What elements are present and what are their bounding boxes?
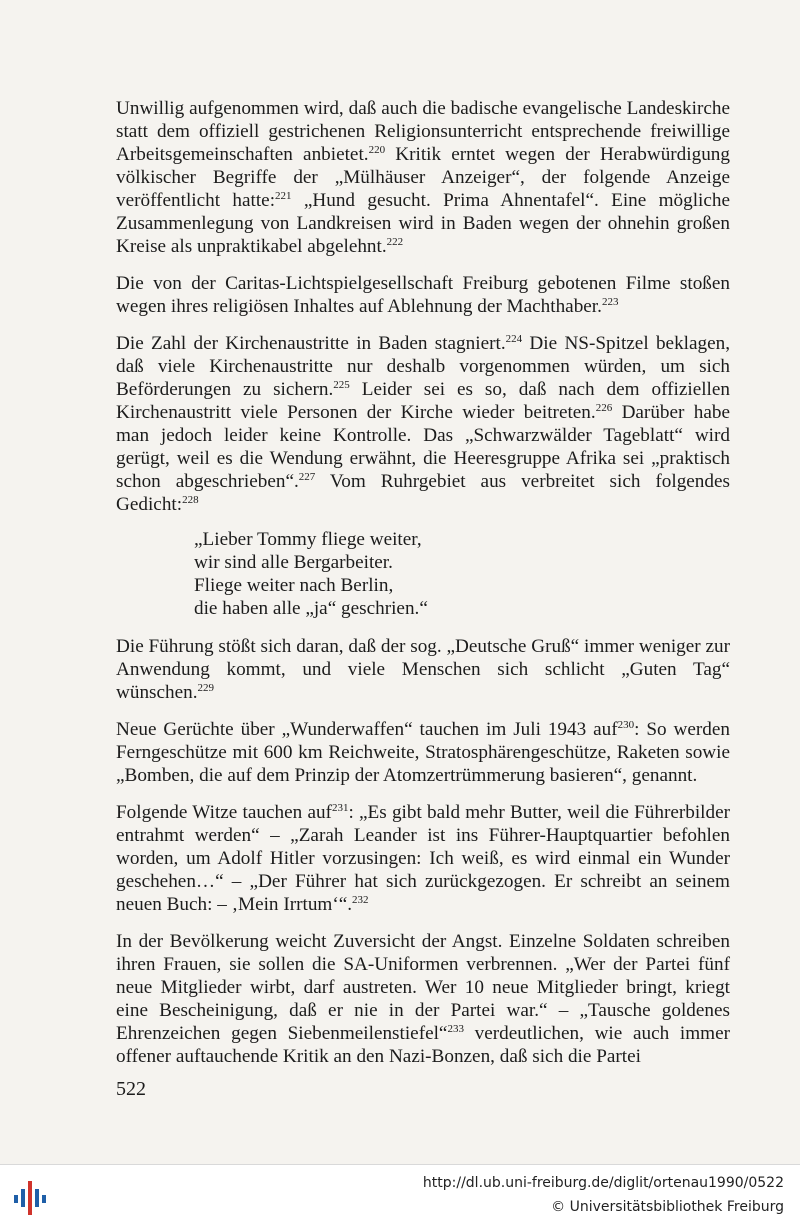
footnote-ref: 221 (275, 190, 292, 202)
paragraph (116, 718, 730, 787)
university-library-logo-icon (10, 1177, 50, 1217)
poem-line: die haben alle „ja“ geschrien.“ (194, 598, 428, 619)
text-run: Leider sei es so, daß nach dem offiziellen Kirchenaustritt viele Personen der Kirche wieder beitreten. (116, 379, 730, 423)
footnote-ref: 232 (352, 894, 369, 906)
text-run: Unwillig aufgenommen wird, daß auch die badische evangelische Landeskirche statt dem offiziell gestrichenen Religionsunterricht entsprechende freiwillige Arbeitsgemeinschaften anbietet. (116, 98, 730, 165)
footnote-ref: 224 (505, 333, 523, 345)
text-run: Die Führung stößt sich daran, daß der sog. „Deutsche Gruß“ immer weniger zur Anwendung kommt, und viele Menschen sich schlicht „Guten Tag“ wünschen. (116, 636, 730, 703)
footnote-ref: 222 (386, 236, 404, 248)
paragraph (116, 272, 730, 318)
page-number: 522 (116, 1078, 146, 1100)
poem-line: wir sind alle Bergarbeiter. (194, 552, 393, 573)
text-run: „Hund gesucht. Prima Ahnentafel“. Eine mögliche Zusammenlegung von Landkreisen wird in Baden wegen der ohnehin großen Kreise als unpraktikabel abgelehnt. (116, 190, 730, 257)
text-run: : „Es gibt bald mehr Butter, weil die Führerbilder entrahmt werden“ – „Zarah Leander ist ins Führer-Hauptquartier befohlen worden, um Adolf Hitler vorzusingen: Ich weiß, es wird einmal ein Wunder geschehen…“ – „Der Führer hat sich zurückgezogen. Er schreibt an seinem neuen Buch: – ‚Mein Irrtum‘“. (116, 802, 730, 915)
paragraph (116, 930, 730, 1068)
text-run: Darüber habe man jedoch leider keine Kontrolle. Das „Schwarzwälder Tageblatt“ wird gerügt, weil es die Wendung erwähnt, die Heeresgruppe Afrika sei „praktisch schon abgeschrieben“. (116, 402, 730, 492)
body-text (116, 97, 730, 1082)
footnote-ref: 228 (182, 494, 199, 506)
text-run: Folgende Witze tauchen auf (116, 802, 332, 823)
paragraph (116, 332, 730, 516)
text-run: In der Bevölkerung weicht Zuversicht der Angst. Einzelne Soldaten schreiben ihren Frauen, sie sollen die SA-Uniformen verbrennen. „Wer der Partei fünf neue Mitglieder wirbt, darf austreten. Wer 10 neue Mitglieder bringt, kriegt eine Bescheinigung, daß er nie in der Partei war.“ – „Tausche goldenes Ehrenzeichen gegen Siebenmeilenstiefel“ (116, 931, 730, 1044)
footnote-ref: 227 (298, 471, 316, 483)
footnote-ref: 225 (333, 379, 350, 391)
footer-url-link[interactable]: http://dl.ub.uni-freiburg.de/diglit/ortenau1990/0522 (422, 1175, 784, 1191)
text-run: : So werden Ferngeschütze mit 600 km Reichweite, Stratosphärengeschütze, Raketen sowie „Bomben, die auf dem Prinzip der Atomzertrümmerung basieren“, genannt. (116, 719, 730, 786)
text-run: Kritik erntet wegen der Herabwürdigung völkischer Begriffe der „Mülhäuser Anzeiger“, der folgende Anzeige veröffentlicht hatte: (116, 144, 730, 211)
footnote-ref: 229 (197, 682, 215, 694)
text-run: Die NS-Spitzel beklagen, daß viele Kirchenaustritte nur deshalb vorgenommen würden, um sich Beförderungen zu sichern. (116, 333, 731, 400)
footer-copyright: © Universitätsbibliothek Freiburg (551, 1199, 784, 1215)
footnote-ref: 231 (331, 802, 349, 814)
text-run: Neue Gerüchte über „Wunderwaffen“ tauchen im Juli 1943 auf (116, 719, 618, 740)
footnote-ref: 226 (595, 402, 613, 414)
poem (194, 528, 730, 620)
footnote-ref: 223 (601, 296, 619, 308)
poem-line: „Lieber Tommy fliege weiter, (194, 529, 422, 550)
paragraph (116, 97, 730, 258)
paragraph (116, 635, 730, 704)
footnote-ref: 230 (617, 719, 635, 731)
text-run: Die von der Caritas-Lichtspielgesellschaft Freiburg gebotenen Filme stoßen wegen ihres religiösen Inhaltes auf Ablehnung der Machthaber. (116, 273, 730, 317)
footnote-ref: 233 (447, 1023, 464, 1035)
poem-line: Fliege weiter nach Berlin, (194, 575, 394, 596)
text-run: Die Zahl der Kirchenaustritte in Baden stagniert. (116, 333, 506, 354)
paragraph (116, 801, 730, 916)
text-run: Vom Ruhrgebiet aus verbreitet sich folgendes Gedicht: (116, 471, 730, 515)
footer-bar (0, 1164, 800, 1225)
footnote-ref: 220 (368, 144, 386, 156)
text-run: verdeutlichen, wie auch immer offener auftauchende Kritik an den Nazi-Bonzen, daß sich die Partei (116, 1023, 730, 1067)
